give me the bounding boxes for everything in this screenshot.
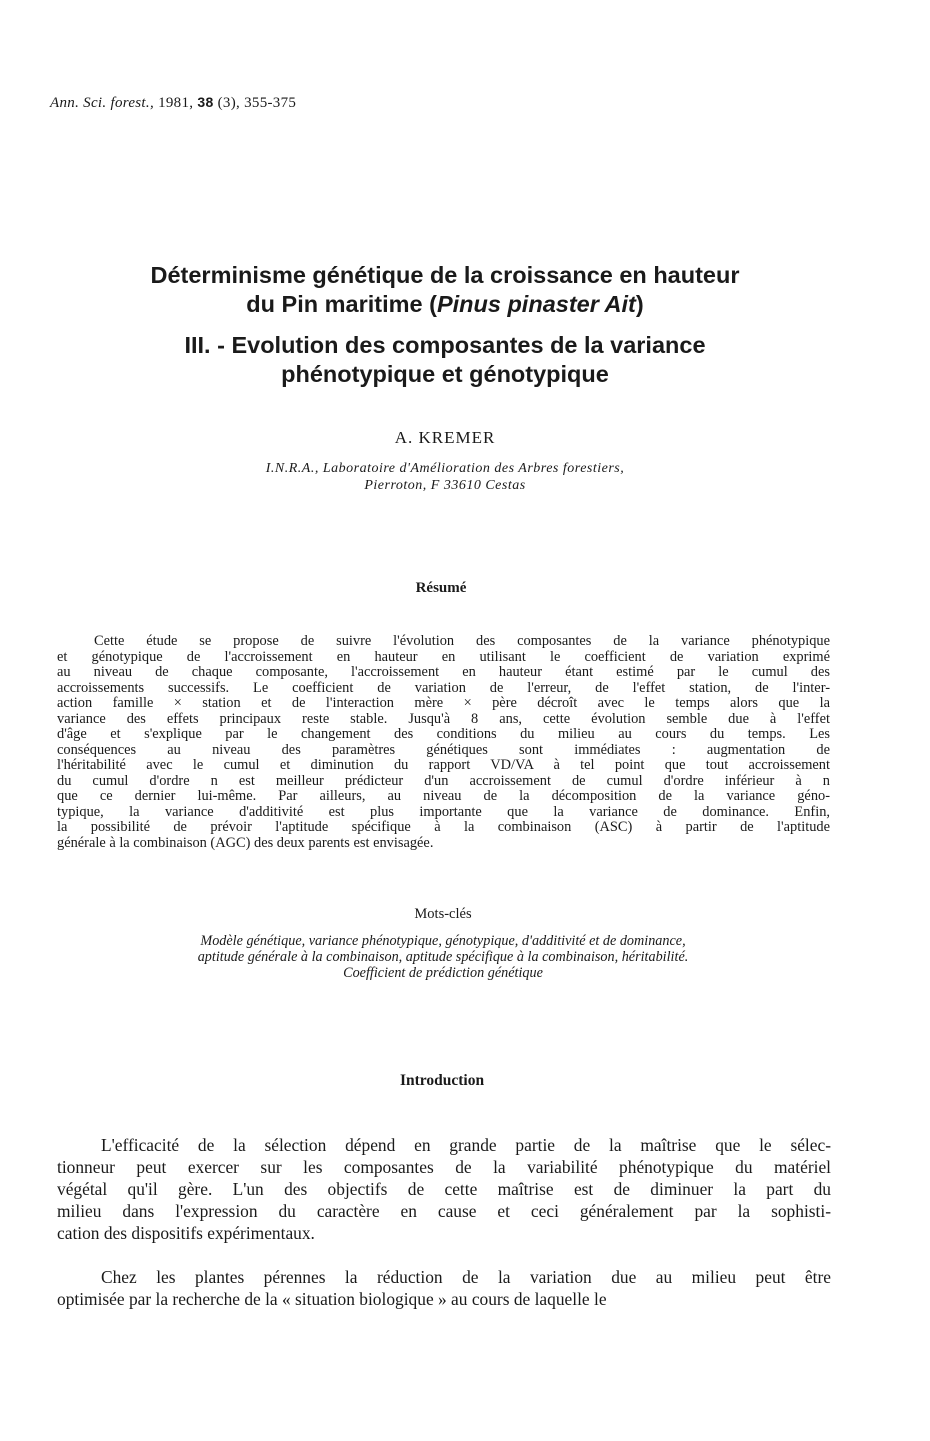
introduction-line: milieu dans l'expression du caractère en cause et ceci généralement par la sophisti- bbox=[57, 1201, 831, 1221]
subtitle-line-1: III. - Evolution des composantes de la variance bbox=[184, 332, 706, 358]
journal-issue-pages: (3), 355-375 bbox=[217, 95, 297, 111]
title-line-2 bbox=[60, 290, 830, 319]
title-line-2-prefix: du Pin maritime ( bbox=[246, 291, 437, 317]
abstract-line: l'héritabilité avec le cumul et diminution du rapport VD/VA à tel point que tout accroissement bbox=[57, 757, 830, 773]
abstract-line: d'âge et s'explique par le changement des conditions du milieu au cours du temps. Les bbox=[57, 726, 830, 742]
abstract-line: du cumul d'ordre n est meilleur prédicteur d'un accroissement de cumul d'ordre inférieur à n bbox=[57, 772, 830, 789]
introduction-line: tionneur peut exercer sur les composantes de la variabilité phénotypique du matériel bbox=[57, 1157, 831, 1177]
paper-title bbox=[60, 261, 830, 389]
abstract-line: la possibilité de prévoir l'aptitude spécifique à la combinaison (ASC) à partir de l'aptitude bbox=[57, 819, 830, 835]
introduction-heading: Introduction bbox=[399, 1072, 485, 1089]
title-line-2-suffix: ) bbox=[635, 291, 644, 317]
introduction-paragraph-1 bbox=[57, 1134, 831, 1244]
keywords-heading: Mots-clés bbox=[414, 906, 472, 922]
journal-year: 1981, bbox=[158, 95, 194, 111]
keywords-body bbox=[0, 933, 886, 981]
introduction-line: L'efficacité de la sélection dépend en grande partie de la maîtrise que le sélec- bbox=[101, 1135, 831, 1155]
abstract-line: au niveau de chaque composante, l'accroissement en hauteur étant estimé par le cumul des bbox=[57, 664, 830, 680]
abstract-line: accroissements successifs. Le coefficient de variation de l'erreur, de l'effet station, de l'inter- bbox=[57, 679, 830, 696]
subtitle-line-2: phénotypique et génotypique bbox=[281, 361, 609, 387]
author-affiliation bbox=[0, 460, 890, 494]
introduction-line: végétal qu'il gère. L'un des objectifs de cette maîtrise est de diminuer la part du bbox=[57, 1179, 831, 1199]
introduction-line: cation des dispositifs expérimentaux. bbox=[57, 1223, 315, 1243]
abstract-body bbox=[57, 634, 830, 851]
author-name: A. KREMER bbox=[394, 428, 496, 447]
keywords-line: aptitude générale à la combinaison, aptitude spécifique à la combinaison, héritabilité. bbox=[197, 949, 689, 965]
abstract-heading: Résumé bbox=[415, 580, 467, 596]
abstract-line: action famille × station et de l'interaction mère × père décroît avec le temps alors que la bbox=[57, 695, 830, 711]
introduction-line: optimisée par la recherche de la « situation biologique » au cours de laquelle le bbox=[57, 1289, 607, 1309]
abstract-line: que ce dernier lui-même. Par ailleurs, au niveau de la décomposition de la variance géno- bbox=[57, 788, 830, 804]
affiliation-line-1: I.N.R.A., Laboratoire d'Amélioration des Arbres forestiers, bbox=[265, 461, 625, 476]
abstract-line: et génotypique de l'accroissement en hauteur en utilisant le coefficient de variation exprimé bbox=[57, 648, 830, 665]
species-name: Pinus pinaster Ait bbox=[436, 291, 636, 317]
title-line-1: Déterminisme génétique de la croissance en hauteur bbox=[150, 262, 740, 288]
abstract-line: variance des effets principaux reste stable. Jusqu'à 8 ans, cette évolution semble due à l'effet bbox=[57, 710, 830, 727]
journal-volume: 38 bbox=[197, 94, 214, 110]
abstract-line: typique, la variance d'additivité est plus importante que la variance de dominance. Enfin, bbox=[57, 803, 830, 820]
keywords-line: Modèle génétique, variance phénotypique, génotypique, d'additivité et de dominance, bbox=[200, 933, 686, 949]
abstract-line: générale à la combinaison (AGC) des deux parents est envisagée. bbox=[57, 834, 434, 851]
keywords-line: Coefficient de prédiction génétique bbox=[343, 965, 543, 981]
abstract-line: Cette étude se propose de suivre l'évolution des composantes de la variance phénotypique bbox=[94, 633, 830, 649]
affiliation-line-2: Pierroton, F 33610 Cestas bbox=[364, 478, 526, 493]
journal-name: Ann. Sci. forest., bbox=[50, 95, 154, 111]
journal-reference bbox=[50, 94, 296, 112]
introduction-line: Chez les plantes pérennes la réduction de la variation due au milieu peut être bbox=[101, 1267, 831, 1287]
abstract-line: conséquences au niveau des paramètres génétiques sont immédiates : augmentation de bbox=[57, 741, 830, 758]
introduction-paragraph-2 bbox=[57, 1266, 831, 1310]
